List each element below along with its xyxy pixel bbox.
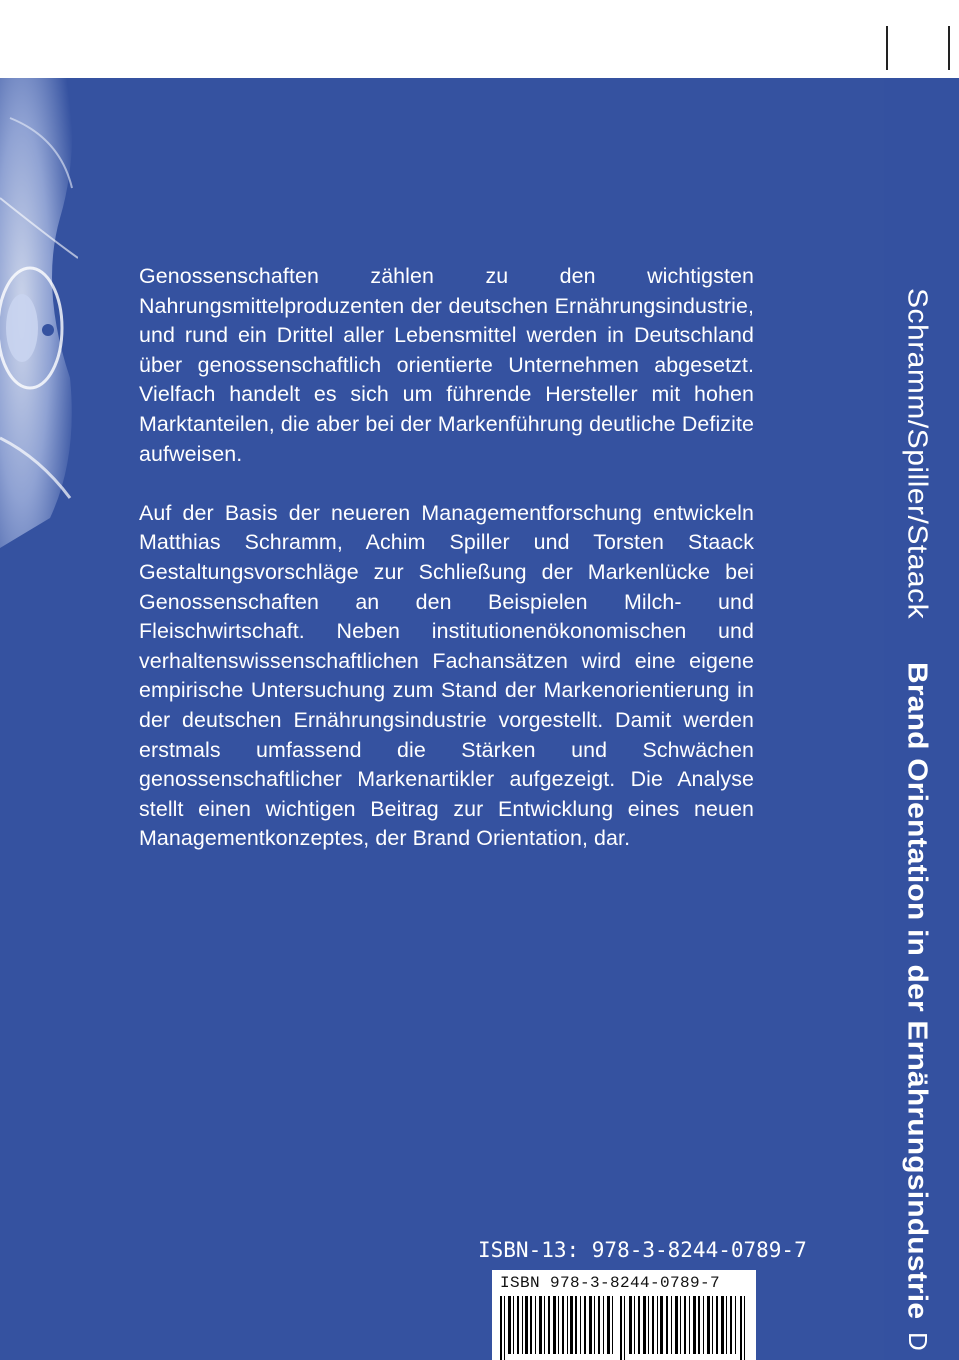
artwork-image <box>0 78 78 548</box>
back-cover-blurb <box>139 262 754 854</box>
barcode-isbn-text: ISBN 978-3-8244-0789-7 <box>500 1274 721 1292</box>
spine-publisher-mark: D <box>903 1332 933 1351</box>
cover-artwork-fragment <box>0 78 78 548</box>
barcode-bars <box>498 1296 750 1360</box>
blurb-paragraph: Genossenschaften zählen zu den wichtigsten Nahrungsmittelproduzenten der deutschen Ernährungsindustrie, und rund ein Drittel aller Lebensmittel werden in Deutschland über genossenschaftlich orientierte Unternehmen abgesetzt. Vielfach handelt es sich um führende Hersteller mit hohen Marktanteilen, die aber bei der Markenführung deutliche Defizite aufweisen. <box>139 264 754 466</box>
isbn-label: ISBN-13: 978-3-8244-0789-7 <box>478 1238 807 1262</box>
crop-mark <box>948 26 950 70</box>
spine-authors: Schramm/Spiller/Staack <box>901 288 933 620</box>
crop-mark <box>886 26 888 70</box>
spine-title: Brand Orientation in der Ernährungsindustrie <box>901 662 933 1320</box>
top-margin <box>0 0 959 78</box>
barcode <box>492 1270 756 1360</box>
blurb-paragraph: Auf der Basis der neueren Managementforschung entwickeln Matthias Schramm, Achim Spiller und Torsten Staack Gestaltungsvorschläge zur Schließung der Markenlücke bei Genossenschaften an den Beispielen Milch- und Fleischwirtschaft. Neben institutionenökonomischen und verhaltenswissenschaftlichen Fachansätzen wird eine eigene empirische Untersuchung zum Stand der Markenorientierung in der deutschen Ernährungsindustrie vorgestellt. Damit werden erstmals umfassend die Stärken und Schwächen genossenschaftlicher Markenartikler aufgezeigt. Die Analyse stellt einen wichtigen Beitrag zur Entwicklung eines neuen Managementkonzeptes, der Brand Orientation, dar. <box>139 500 754 851</box>
